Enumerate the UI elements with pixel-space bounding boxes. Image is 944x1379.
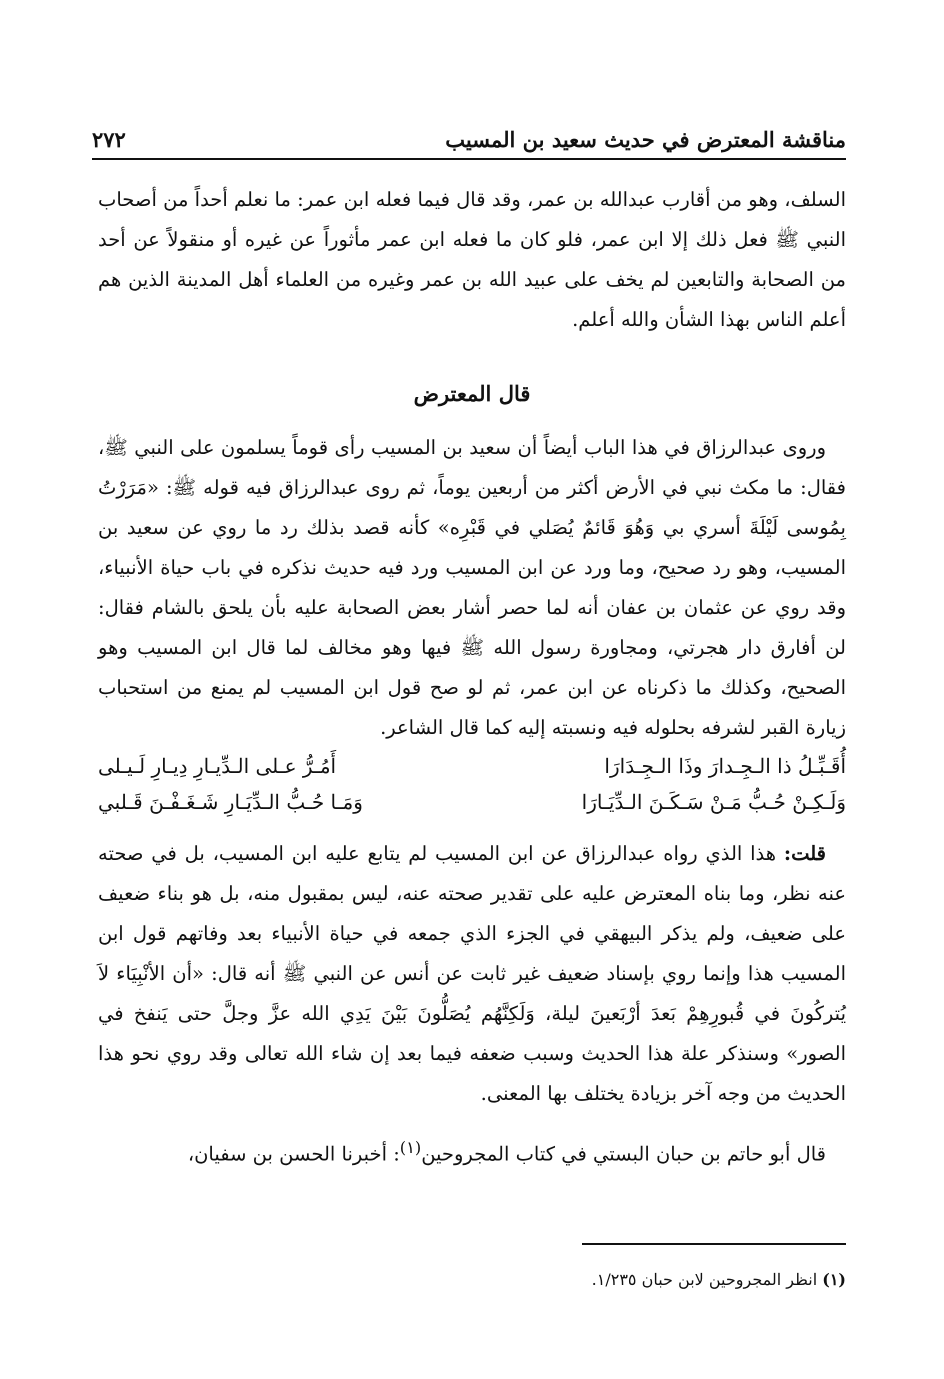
poem-hemistich-second: وَمَـا حُـبُّ الـدِّيَـارِ شَـغَـفْـنَ قَـلبي bbox=[98, 790, 363, 814]
poem-verse bbox=[98, 748, 846, 784]
poem-verse bbox=[98, 784, 846, 820]
intro-paragraph: السلف، وهو من أقارب عبدالله بن عمر، وقد قال فيما فعله ابن عمر: ما نعلم أحداً من أصحاب النبي ﷺ فعل ذلك إلا ابن عمر، فلو كان ما فعله ابن عمر مأثوراً عن غيره أو منقولاً عن أحد من الصحابة والتابعين لم يخف على عبيد الله بن عمر وغيره من العلماء أهل المدينة الذين هم أعلم الناس بهذا الشأن والله أعلم. bbox=[98, 188, 846, 331]
objector-paragraph: وروى عبدالرزاق في هذا الباب أيضاً أن سعيد بن المسيب رأى قوماً يسلمون على النبي ﷺ، فقال: ما مكث نبي في الأرض أكثر من أربعين يوماً، ثم روى عبدالرزاق فيه قوله ﷺ: «مَرَرْتُ بِمُوسى لَيْلَةَ أسري بي وَهُوَ قَائمٌ يُصَلي في قَبْرِه» كأنه قصد بذلك رد ما روي عن سعيد بن المسيب، وهو رد صحيح، وما ورد عن ابن المسيب ورد فيه حديث نذكره في باب حياة الأنبياء، وقد روي عن عثمان بن عفان أنه لما حصر أشار بعض الصحابة عليه بأن يلحق بالشام فقال: لن أفارق دار هجرتي، ومجاورة رسول الله ﷺ فيها وهو مخالف لما قال ابن المسيب وهو الصحيح، وكذلك ما ذكرناه عن ابن عمر، ثم لو صح قول ابن المسيب لم يمنع من استحباب زيارة القبر لشرفه بحلوله فيه ونسبته إليه كما قال الشاعر. bbox=[98, 436, 846, 739]
poem bbox=[98, 748, 846, 820]
response-paragraph bbox=[98, 834, 846, 1114]
response-lead: قلت: bbox=[783, 842, 826, 865]
poem-hemistich-second: أَمُـرُّ عـلى الـدِّيـارِ دِيـارِ لَـيـلى bbox=[98, 754, 337, 778]
footnote-number: (١) bbox=[822, 1270, 846, 1289]
final-paragraph bbox=[98, 1128, 846, 1175]
footnote-text: انظر المجروحين لابن حبان ١/٢٣٥. bbox=[591, 1270, 818, 1289]
running-title: مناقشة المعترض في حديث سعيد بن المسيب bbox=[445, 127, 846, 152]
final-text-before: قال أبو حاتم بن حبان البستي في كتاب المجروحين bbox=[421, 1142, 826, 1166]
page-body bbox=[98, 180, 846, 1175]
response-text: هذا الذي رواه عبدالرزاق عن ابن المسيب لم يتابع عليه ابن المسيب، بل في صحته عنه نظر، وما بناه المعترض عليه على تقدير صحته عنه، ليس بمقبول منه، بل هو بناء ضعيف على ضعيف، ولم يذكر البيهقي في الجزء الذي جمعه في حياة الأنبياء بعد وفاتهم قول ابن المسيب هذا وإنما روي بإسناد ضعيف غير ثابت عن أنس عن النبي ﷺ أنه قال: «أن الأنْبِيَاء لاَ يُتركُونَ في قُبورِهِمْ بَعدَ أرْبَعينَ ليلة، وَلَكِنَّهُم يُصَلُّونَ بَيْنَ يَدِي الله عزَّ وجلَّ حتى يَنفخ في الصور» وسنذكر علة هذا الحديث وسبب ضعفه فيما بعد إن شاء الله تعالى وقد روي نحو هذا الحديث من وجه آخر بزيادة يختلف بها المعنى. bbox=[98, 842, 846, 1105]
final-text-after: : أخبرنا الحسن بن سفيان، bbox=[187, 1142, 400, 1166]
footnote bbox=[98, 1268, 846, 1292]
section-heading: قال المعترض bbox=[413, 381, 531, 406]
footnote-divider bbox=[582, 1243, 846, 1245]
page-header bbox=[92, 118, 846, 160]
poem-hemistich-first: أُقَـبِّـلُ ذا الـجِـدارَ وذَا الـجِـدَارَا bbox=[604, 754, 846, 778]
page-number: ٢٧٢ bbox=[92, 127, 126, 152]
footnote-marker: (١) bbox=[399, 1138, 422, 1157]
poem-hemistich-first: وَلَـكِـنْ حُـبُّ مَـنْ سَـكَـنَ الـدِّيَـارَا bbox=[581, 790, 846, 814]
